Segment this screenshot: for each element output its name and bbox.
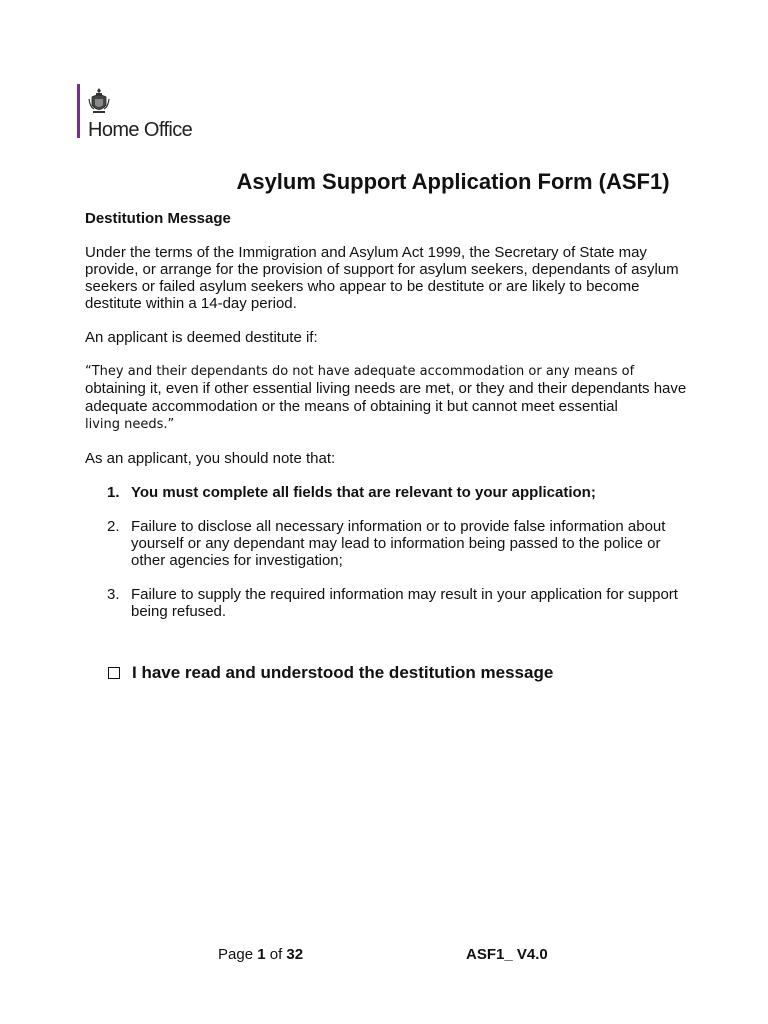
page-title bbox=[0, 169, 768, 195]
page-total: 32 bbox=[286, 946, 304, 963]
list-item bbox=[85, 518, 695, 569]
quote-line-1: “They and their dependants do not have adequate accommodation or any means of bbox=[85, 364, 635, 379]
org-name: Home Office bbox=[88, 119, 193, 141]
list-item-number: 3. bbox=[107, 586, 120, 603]
page-title-text: Asylum Support Application Form (ASF1) bbox=[236, 169, 670, 194]
confirmation-checkbox[interactable] bbox=[108, 667, 120, 679]
list-item-text: You must complete all fields that are relevant to your application; bbox=[131, 484, 596, 501]
quote-line-end: living needs.” bbox=[85, 417, 175, 432]
document-body bbox=[85, 210, 695, 637]
logo-divider-bar bbox=[77, 84, 80, 138]
page-of: of bbox=[269, 946, 283, 963]
home-office-logo bbox=[77, 84, 217, 142]
confirmation-label: I have read and understood the destitution message bbox=[132, 663, 554, 682]
notes-list bbox=[85, 484, 695, 620]
page-current: 1 bbox=[257, 946, 266, 963]
confirmation-row bbox=[108, 663, 553, 683]
page-number bbox=[218, 946, 303, 963]
note-intro: As an applicant, you should note that: bbox=[85, 450, 336, 467]
page-word: Page bbox=[218, 946, 254, 963]
intro-paragraph: Under the terms of the Immigration and Asylum Act 1999, the Secretary of State may provide, or arrange for the provision of support for asylum seekers, dependants of asylum seekers or failed asylum seekers who appear to be destitute or are likely to become destitute within a 14-day period. bbox=[85, 244, 679, 312]
list-item-text: Failure to disclose all necessary information or to provide false information about yourself or any dependant may lead to information being passed to the police or other agencies for investigation; bbox=[131, 518, 666, 569]
list-item-number: 2. bbox=[107, 518, 120, 535]
section-heading: Destitution Message bbox=[85, 210, 231, 227]
list-item-text: Failure to supply the required information may result in your application for support being refused. bbox=[131, 586, 678, 620]
destitution-quote bbox=[85, 363, 695, 433]
form-version: ASF1_ V4.0 bbox=[466, 946, 548, 963]
list-item bbox=[85, 586, 695, 620]
quote-middle: obtaining it, even if other essential living needs are met, or they and their dependants have adequate accommodation or the means of obtaining it but cannot meet essential bbox=[85, 380, 687, 415]
royal-crest-icon bbox=[88, 87, 110, 115]
list-item bbox=[85, 484, 695, 501]
destitute-definition-intro: An applicant is deemed destitute if: bbox=[85, 329, 318, 346]
list-item-number: 1. bbox=[107, 484, 120, 501]
